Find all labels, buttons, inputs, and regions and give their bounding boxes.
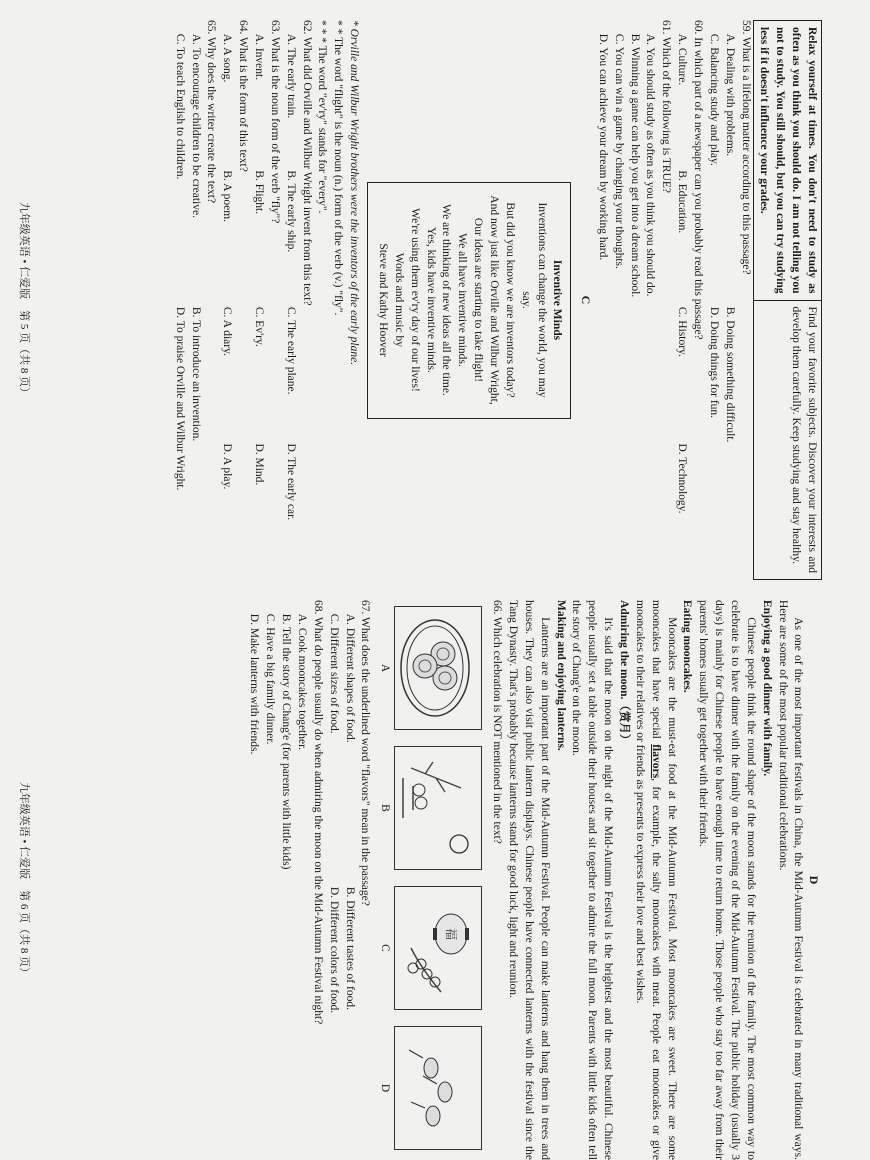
exam-page-5 bbox=[0, 20, 870, 580]
text-run: , for example, the salty mooncakes with meat. People eat mooncakes or give mooncakes to their relatives or friends as presents to express their love and best wishes. bbox=[633, 600, 662, 1160]
subheading-mooncakes: Eating mooncakes. bbox=[681, 600, 694, 693]
intro-paragraph: As one of the most important festivals in China, the Mid-Autumn Festival is celebrated in many traditional ways. Here are some of the most popular traditional celebrations. bbox=[776, 600, 805, 1160]
footnote: * * The word "flight" is the noun (n.) form of the verb (v.) "fly". bbox=[332, 20, 345, 316]
lantern-illustration bbox=[395, 887, 481, 1009]
page-footer: 九年级英语 • 仁爱版 第 6 页（共 8 页） bbox=[18, 781, 31, 979]
option: B. Doing something difficult. bbox=[723, 306, 736, 443]
section-d-heading: D bbox=[807, 875, 821, 885]
option: C. To teach English to children. bbox=[173, 33, 186, 180]
question-64: 64. What is the form of this text? bbox=[237, 20, 250, 172]
question-67: 67. What does the underlined word "flavors" mean in the passage? bbox=[359, 600, 372, 906]
option: D. Technology. bbox=[676, 443, 689, 514]
picture-lantern bbox=[394, 886, 482, 1010]
poem-credit: Words and music by bbox=[392, 253, 405, 347]
question-68-options bbox=[246, 614, 309, 1160]
question-65-options bbox=[171, 34, 203, 580]
question-62: 62. What did Orville and Wilbur Wright invent from this text? bbox=[300, 20, 313, 306]
option-label: B bbox=[379, 804, 392, 812]
option: C. A diary. bbox=[221, 306, 234, 356]
option: B. Flight. bbox=[252, 170, 265, 215]
question-59-options bbox=[705, 34, 737, 580]
option-label: C bbox=[379, 944, 392, 952]
question-63: 63. What is the noun form of the verb "fly"? bbox=[268, 20, 281, 224]
advice-table-left: Relax yourself at times. You don't need to study as often as you think you should do. I am not telling you not to study. You still should, but you can try studying less if it doesn't influence your grades. bbox=[758, 27, 818, 294]
option: D. Different colors of food. bbox=[327, 886, 340, 1014]
picture-moon-admiring bbox=[394, 746, 482, 870]
option: B. A poem. bbox=[221, 170, 234, 223]
svg-text:福: 福 bbox=[444, 927, 459, 941]
poem-line: We are thinking of new ideas all the time. bbox=[440, 204, 453, 396]
question-62-options bbox=[282, 34, 298, 580]
poem-line: Yes, kids have inventive minds. bbox=[424, 227, 437, 373]
picture-dumplings bbox=[394, 1026, 482, 1150]
question-60-options bbox=[673, 34, 689, 580]
underlined-word-flavors: flavors bbox=[649, 744, 662, 779]
moon-admiring-illustration bbox=[395, 747, 481, 869]
option: C. You can win a game by changing your thoughts. bbox=[612, 33, 625, 269]
option: B. Tell the story of Chang'e (for parents with little kids) bbox=[280, 613, 293, 870]
section-c-heading: C bbox=[578, 295, 593, 305]
option: A. Culture. bbox=[676, 33, 689, 86]
page-footer: 九年级英语 • 仁爱版 第 5 页（共 8 页） bbox=[18, 201, 31, 399]
advice-table bbox=[753, 20, 822, 580]
option-label: D bbox=[379, 1083, 392, 1093]
option: A. A song. bbox=[221, 33, 234, 83]
option: B. The early ship. bbox=[284, 170, 297, 253]
exam-page-6 bbox=[0, 600, 870, 1160]
question-66-pictures bbox=[394, 606, 482, 1160]
question-59: 59. What is a lifelong matter according to this passage? bbox=[739, 20, 752, 275]
poem-line: Inventions can change the world, you may say. bbox=[519, 202, 548, 398]
option: B. Winning a game can help you get into a dream school. bbox=[628, 33, 641, 298]
option: A. Cook mooncakes together. bbox=[295, 613, 308, 751]
option: C. The early plane. bbox=[284, 306, 297, 395]
option: A. Dealing with problems. bbox=[723, 33, 736, 157]
poem-box bbox=[367, 182, 571, 419]
option: C. Balancing study and play. bbox=[707, 33, 720, 166]
text-run: Mooncakes are the must-eat food at the Mid-Autumn Festival. Most mooncakes are sweet. There are some mooncakes that have special bbox=[649, 600, 678, 1160]
option: B. To introduce an invention. bbox=[189, 306, 202, 442]
question-66-labels bbox=[376, 606, 392, 1160]
poem-title: Inventive Minds bbox=[551, 259, 564, 341]
poem-line: And now just like Orville and Wilbur Wright, bbox=[487, 195, 500, 405]
question-60: 60. In which part of a newspaper can you probably read this passage? bbox=[691, 20, 704, 340]
question-61: 61. Which of the following is TRUE? bbox=[660, 20, 673, 194]
option: D. A play. bbox=[221, 443, 234, 490]
poem-line: We're using them ev'ry day of our lives! bbox=[408, 208, 421, 392]
paragraph-moon: It's said that the moon on the night of the Mid-Autumn Festival is the brightest and the most beautiful. Chinese people usually set a table outside their houses and sit together to admire the full moon. Parents with little kids often tell the story of Chang'e on the moon. bbox=[570, 600, 615, 1160]
question-61-options bbox=[594, 34, 657, 580]
footnote: * * * The word "ev'ry" stands for "every". bbox=[316, 20, 329, 214]
question-67-options bbox=[325, 614, 357, 1160]
poem-line: We all have inventive minds. bbox=[456, 233, 469, 367]
picture-mooncakes bbox=[394, 606, 482, 730]
option: C. Ev'ry. bbox=[252, 306, 265, 347]
dumplings-illustration bbox=[395, 1027, 481, 1149]
option: D. The early car. bbox=[284, 443, 297, 521]
question-65: 65. Why does the writer create the text? bbox=[205, 20, 218, 204]
poem-line: Our ideas are starting to take flight! bbox=[472, 217, 485, 383]
option: A. You should study as often as you think you should do. bbox=[644, 33, 657, 297]
option: D. Doing things for fun. bbox=[707, 306, 720, 419]
option: C. Different sizes of food. bbox=[327, 613, 340, 734]
advice-table-right: Find your favorite subjects. Discover your interests and develop them carefully. Keep studying and stay healthy. bbox=[754, 300, 821, 580]
question-66: 66. Which celebration is NOT mentioned in the text? bbox=[491, 600, 504, 844]
option: C. Have a big family dinner. bbox=[264, 613, 277, 745]
subheading-moon: Admiring the moon.（赏月） bbox=[618, 600, 630, 746]
paragraph-mooncakes bbox=[631, 600, 679, 1160]
option: C. History. bbox=[676, 306, 689, 357]
option: D. You can achieve your dream by working hard. bbox=[596, 33, 609, 261]
poem-line: But did you know we are inventors today? bbox=[503, 202, 516, 398]
paragraph-dinner: Chinese people think the round shape of the moon stands for the reunion of the family. The most common way to celebrate is to have dinner with the family on the evening of the Mid-Autumn Festival. The public holiday (usually 3 days) is mainly for Chinese people to have enough time to return home. Those people who stay too far away from their parents' homes usually get together with their friends. bbox=[697, 600, 757, 1160]
subheading-lanterns: Making and enjoying lanterns. bbox=[554, 600, 567, 751]
option: D. Make lanterns with friends. bbox=[248, 613, 261, 755]
option: A. To encourage children to be creative. bbox=[189, 33, 202, 218]
option: B. Different tastes of food. bbox=[343, 886, 356, 1010]
question-68: 68. What do people usually do when admiring the moon on the Mid-Autumn Festival night? bbox=[311, 600, 324, 1025]
option: A. Invent. bbox=[252, 33, 265, 81]
poem-credit: Steve and Kathy Hoover bbox=[376, 243, 389, 357]
option: D. To praise Orville and Wilbur Wright. bbox=[173, 306, 186, 491]
question-64-options bbox=[218, 34, 234, 580]
option: A. The early train. bbox=[284, 33, 297, 119]
mooncakes-illustration bbox=[395, 607, 481, 729]
question-63-options bbox=[250, 34, 266, 580]
subheading-dinner: Enjoying a good dinner with family. bbox=[760, 600, 773, 777]
option-label: A bbox=[379, 663, 392, 673]
option: D. Mind. bbox=[252, 443, 265, 486]
paragraph-lanterns: Lanterns are an important part of the Mid-Autumn Festival. People can make lanterns and hang them in trees and houses. They can also visit public lantern displays. Chinese people have connected lanterns with the festival since the Tang Dynasty. That's probably because lanterns stand for good luck, light and reunion. bbox=[506, 600, 551, 1160]
footnote: * Orville and Wilbur Wright brothers were the inventors of the early plane. bbox=[348, 20, 361, 366]
option: B. Education. bbox=[676, 170, 689, 234]
footnotes bbox=[314, 20, 362, 580]
option: A. Different shapes of food. bbox=[343, 613, 356, 743]
